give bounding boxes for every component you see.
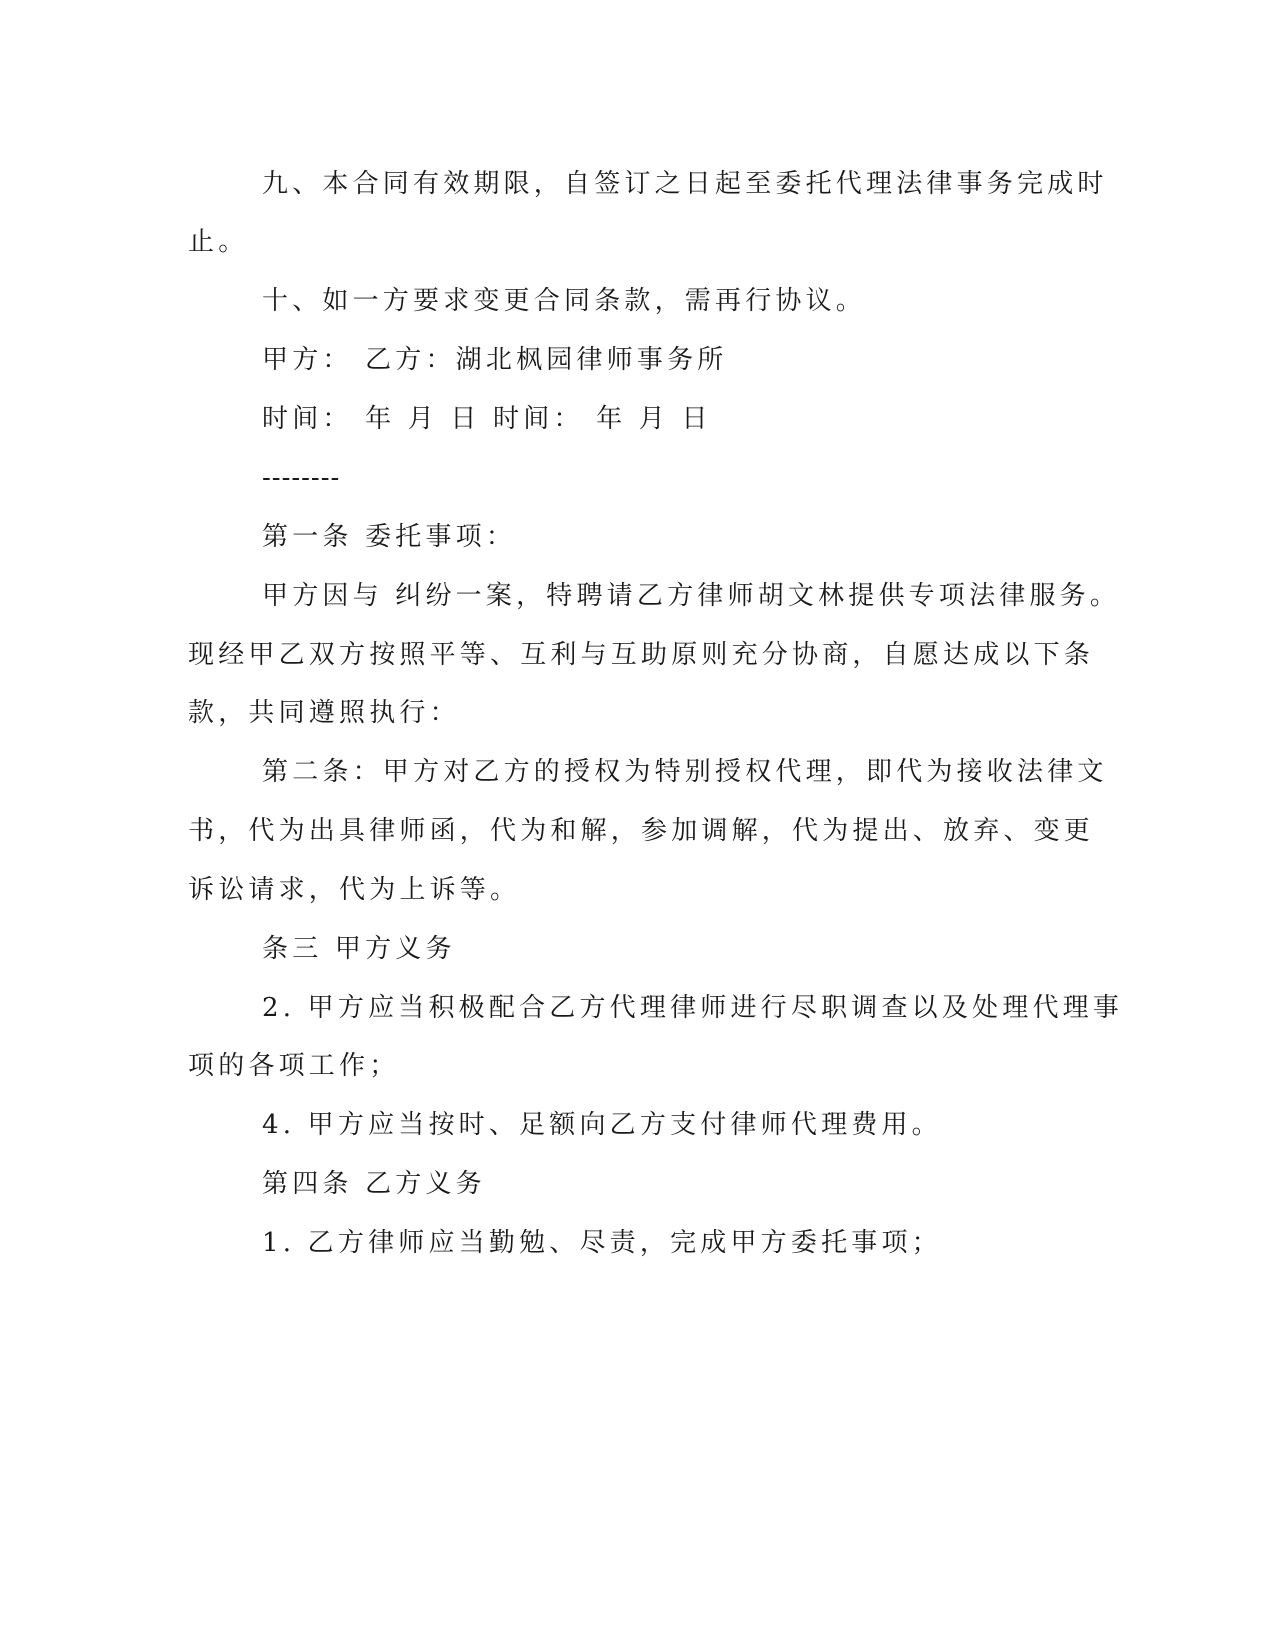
- article-one-body-cont-2: 款，共同遵照执行：: [188, 698, 460, 728]
- clause-ten-text: 十、如一方要求变更合同条款，需再行协议。: [262, 286, 867, 316]
- clause-nine-text: 九、本合同有效期限，自签订之日起至委托代理法律事务完成时: [262, 169, 1108, 199]
- article-two-body-cont-2: 诉讼请求，代为上诉等。: [188, 875, 521, 905]
- article-one-body-cont-1: 现经甲乙双方按照平等、互利与互助原则充分协商，自愿达成以下条: [188, 640, 1095, 670]
- obligation-item-4: 4. 甲方应当按时、足额向乙方支付律师代理费用。: [262, 1110, 942, 1140]
- article-four-heading: 第四条 乙方义务: [262, 1169, 486, 1199]
- lawyer-obligation-item-1: 1. 乙方律师应当勤勉、尽责，完成甲方委托事项；: [262, 1228, 942, 1258]
- article-two-body-cont-1: 书，代为出具律师函，代为和解，参加调解，代为提出、放弃、变更: [188, 816, 1095, 846]
- party-names-line: 甲方： 乙方：湖北枫园律师事务所: [262, 345, 728, 375]
- obligation-item-2: 2. 甲方应当积极配合乙方代理律师进行尽职调查以及处理代理事: [262, 993, 1124, 1023]
- signing-date-line: 时间： 年 月 日 时间： 年 月 日: [262, 404, 712, 434]
- obligation-item-2-cont: 项的各项工作；: [188, 1051, 400, 1081]
- article-three-heading: 条三 甲方义务: [262, 934, 456, 964]
- clause-nine-text-cont: 止。: [188, 227, 249, 257]
- article-one-heading: 第一条 委托事项：: [262, 522, 517, 552]
- article-one-body: 甲方因与 纠纷一案，特聘请乙方律师胡文林提供专项法律服务。: [262, 581, 1121, 611]
- article-two-body: 第二条：甲方对乙方的授权为特别授权代理，即代为接收法律文: [262, 757, 1108, 787]
- section-separator: --------: [262, 463, 341, 493]
